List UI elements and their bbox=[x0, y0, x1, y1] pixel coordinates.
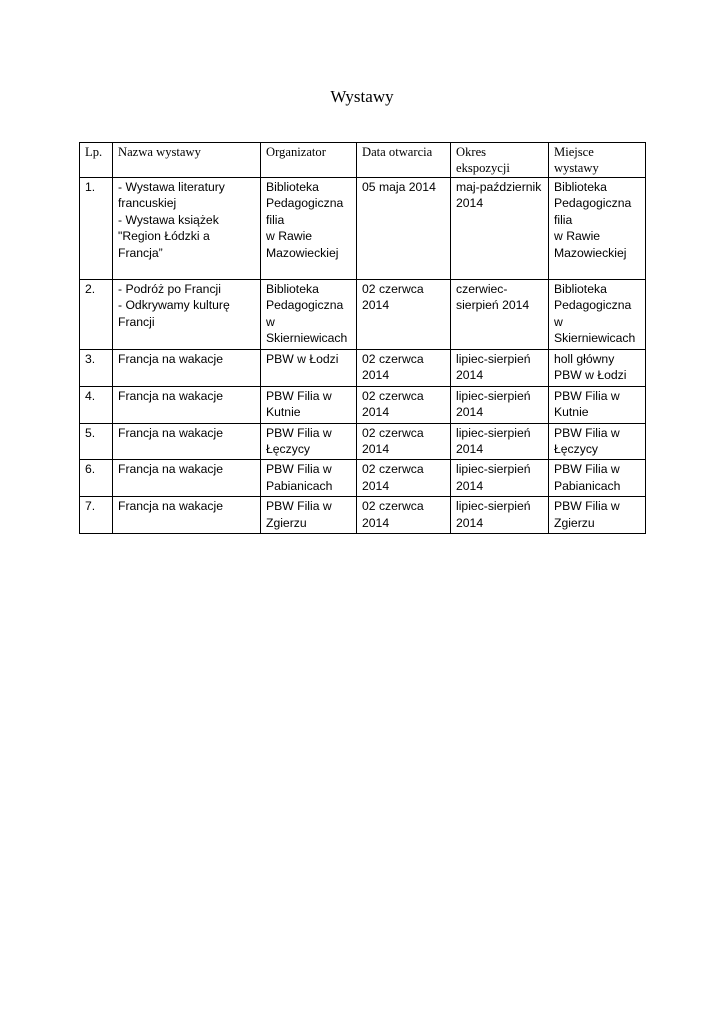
cell-lp: 6. bbox=[80, 460, 113, 497]
exhibitions-table bbox=[79, 142, 646, 534]
cell-lp: 4. bbox=[80, 386, 113, 423]
cell-lp: 5. bbox=[80, 423, 113, 460]
cell-lp: 3. bbox=[80, 350, 113, 387]
cell-data: 02 czerwca 2014 bbox=[357, 423, 451, 460]
header-nazwa-wystawy: Nazwa wystawy bbox=[113, 143, 261, 178]
cell-organizator: Biblioteka Pedagogiczna w Skierniewicach bbox=[261, 280, 357, 350]
cell-okres: lipiec-sierpień 2014 bbox=[451, 497, 549, 534]
cell-miejsce: Biblioteka Pedagogiczna w Skierniewicach bbox=[549, 280, 646, 350]
header-lp: Lp. bbox=[80, 143, 113, 178]
cell-lp: 2. bbox=[80, 280, 113, 350]
cell-lp: 7. bbox=[80, 497, 113, 534]
cell-miejsce: Biblioteka Pedagogiczna filia w Rawie Mazowieckiej bbox=[549, 178, 646, 280]
table-row bbox=[80, 280, 646, 350]
table-header-row bbox=[80, 143, 646, 178]
cell-organizator: Biblioteka Pedagogiczna filia w Rawie Mazowieckiej bbox=[261, 178, 357, 280]
cell-data: 02 czerwca 2014 bbox=[357, 386, 451, 423]
table-row bbox=[80, 497, 646, 534]
cell-okres: maj-październik 2014 bbox=[451, 178, 549, 280]
cell-organizator: PBW Filia w Kutnie bbox=[261, 386, 357, 423]
cell-lp: 1. bbox=[80, 178, 113, 280]
cell-organizator: PBW w Łodzi bbox=[261, 350, 357, 387]
cell-miejsce: PBW Filia w Kutnie bbox=[549, 386, 646, 423]
cell-miejsce: holl główny PBW w Łodzi bbox=[549, 350, 646, 387]
cell-nazwa: Francja na wakacje bbox=[113, 386, 261, 423]
cell-nazwa: Francja na wakacje bbox=[113, 350, 261, 387]
cell-organizator: PBW Filia w Zgierzu bbox=[261, 497, 357, 534]
header-okres-ekspozycji: Okres ekspozycji bbox=[451, 143, 549, 178]
cell-nazwa: Francja na wakacje bbox=[113, 423, 261, 460]
cell-okres: lipiec-sierpień 2014 bbox=[451, 350, 549, 387]
header-miejsce-wystawy: Miejsce wystawy bbox=[549, 143, 646, 178]
cell-data: 02 czerwca 2014 bbox=[357, 497, 451, 534]
cell-nazwa: Francja na wakacje bbox=[113, 497, 261, 534]
table-row bbox=[80, 386, 646, 423]
cell-organizator: PBW Filia w Pabianicach bbox=[261, 460, 357, 497]
cell-data: 02 czerwca 2014 bbox=[357, 280, 451, 350]
header-organizator: Organizator bbox=[261, 143, 357, 178]
cell-okres: czerwiec-sierpień 2014 bbox=[451, 280, 549, 350]
cell-nazwa: - Podróż po Francji - Odkrywamy kulturę Francji bbox=[113, 280, 261, 350]
header-data-otwarcia: Data otwarcia bbox=[357, 143, 451, 178]
table-row bbox=[80, 350, 646, 387]
cell-miejsce: PBW Filia w Zgierzu bbox=[549, 497, 646, 534]
cell-okres: lipiec-sierpień 2014 bbox=[451, 386, 549, 423]
cell-data: 02 czerwca 2014 bbox=[357, 460, 451, 497]
cell-data: 02 czerwca 2014 bbox=[357, 350, 451, 387]
cell-miejsce: PBW Filia w Pabianicach bbox=[549, 460, 646, 497]
table-row bbox=[80, 460, 646, 497]
cell-miejsce: PBW Filia w Łęczycy bbox=[549, 423, 646, 460]
cell-okres: lipiec-sierpień 2014 bbox=[451, 460, 549, 497]
cell-organizator: PBW Filia w Łęczycy bbox=[261, 423, 357, 460]
cell-okres: lipiec-sierpień 2014 bbox=[451, 423, 549, 460]
cell-nazwa: Francja na wakacje bbox=[113, 460, 261, 497]
table-row bbox=[80, 178, 646, 280]
cell-nazwa: - Wystawa literatury francuskiej - Wystawa książek "Region Łódzki a Francja” bbox=[113, 178, 261, 280]
page-title: Wystawy bbox=[330, 87, 394, 106]
table-row bbox=[80, 423, 646, 460]
cell-data: 05 maja 2014 bbox=[357, 178, 451, 280]
